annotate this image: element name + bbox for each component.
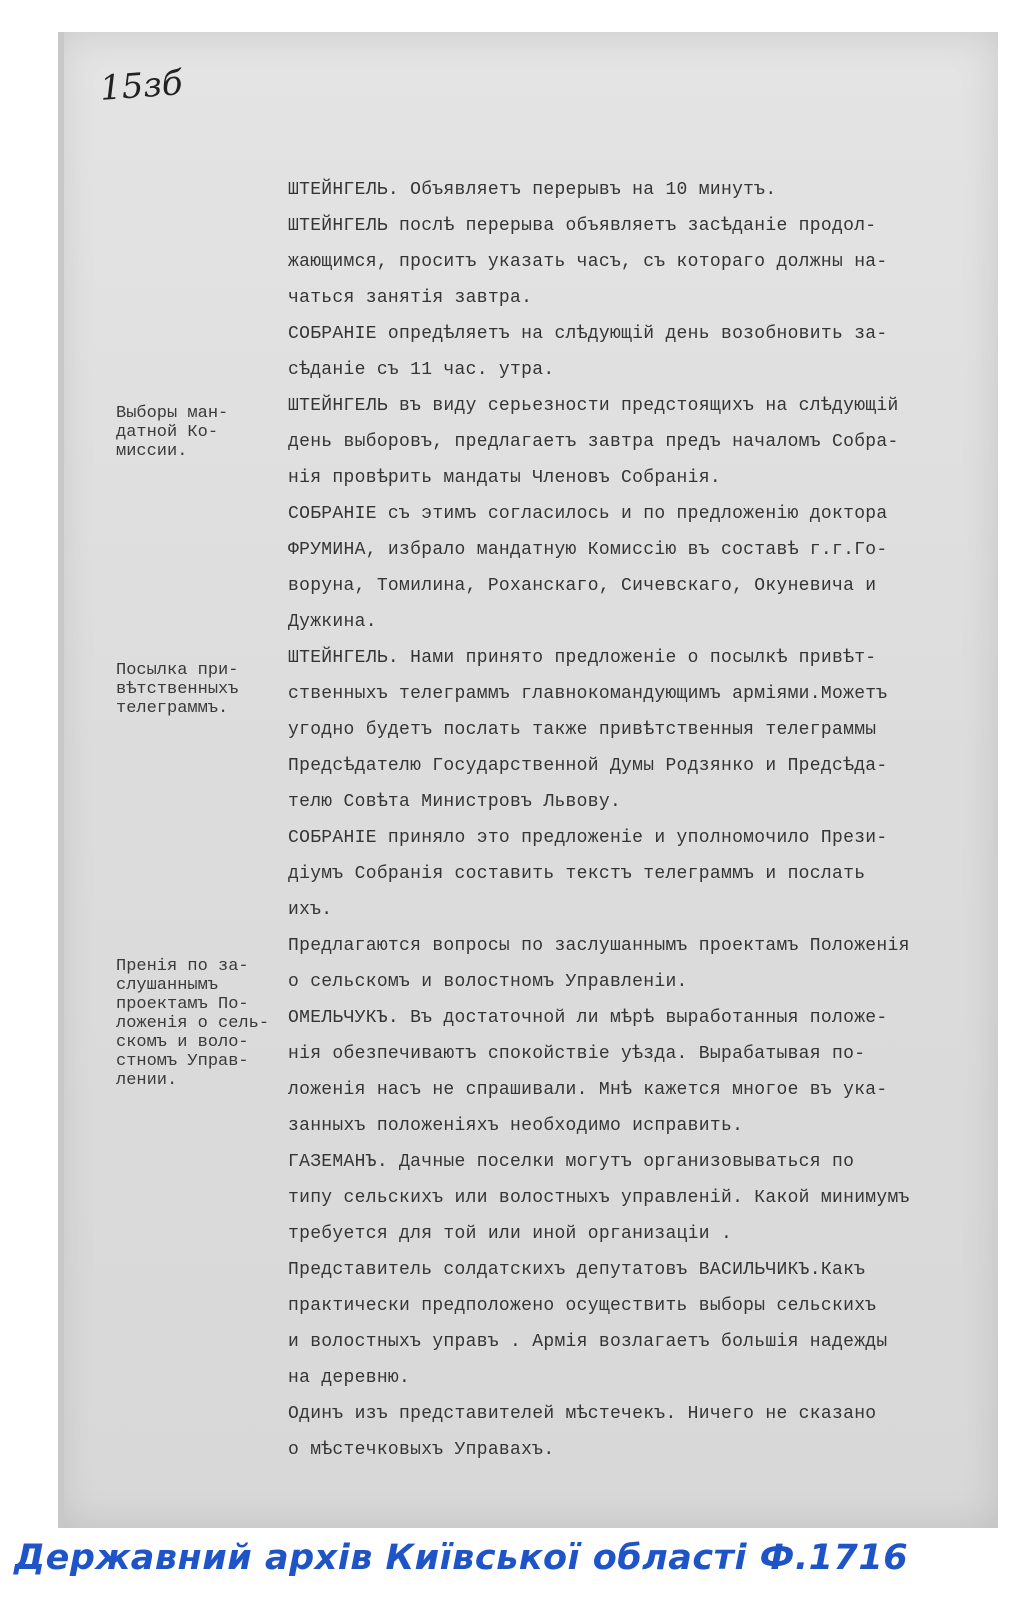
document-body — [288, 172, 988, 1468]
archive-caption: Державний архів Київської області Ф.1716 — [14, 1538, 909, 1578]
folio-number: 15зб — [98, 63, 184, 109]
paragraph: СОБРАНІЕ съ этимъ согласилось и по предложенію доктора ФРУМИНА, избрало мандатную Комиссію въ составѣ г.г.Го- воруна, Томилина, Роханскаго, Сичевскаго, Окуневича и Дужкина. — [288, 504, 888, 632]
page-edge — [58, 32, 64, 1528]
paragraph: ШТЕЙНГЕЛЬ въ виду серьезности предстоящихъ на слѣдующій день выборовъ, предлагаетъ завтра предъ началомъ Собра- нія провѣрить мандаты Членовъ Собранія. — [288, 396, 899, 488]
margin-note-mandate-commission: Выборы ман- датной Ко- миссии. — [116, 404, 229, 461]
paragraph: ШТЕЙНГЕЛЬ. Объявляетъ перерывъ на 10 минутъ. — [288, 180, 777, 200]
paragraph: ОМЕЛЬЧУКЪ. Въ достаточной ли мѣрѣ выработанныя положе- нія обезпечиваютъ спокойствіе уѣзда. Вырабатывая по- ложенія насъ не спрашивали. Мнѣ кажется многое въ ука- занныхъ положеніяхъ необходимо исправить. — [288, 1008, 888, 1136]
paragraph: Представитель солдатскихъ депутатовъ ВАСИЛЬЧИКЪ.Какъ практически предположено осуществить выборы сельскихъ и волостныхъ управъ . Армія возлагаетъ большія надежды на деревню. — [288, 1260, 888, 1388]
paragraph: ШТЕЙНГЕЛЬ. Нами принято предложеніе о посылкѣ привѣт- ственныхъ телеграммъ главнокомандующимъ арміями.Можетъ угодно будетъ послать также привѣтственныя телеграммы Предсѣдателю Государственной Думы Родзянко и Предсѣда- телю Совѣта Министровъ Львову. — [288, 648, 888, 812]
margin-note-debates: Пренія по за- слушаннымъ проектамъ По- ложенія о сель- скомъ и воло- стномъ Управ- лении. — [116, 957, 270, 1090]
paragraph: ШТЕЙНГЕЛЬ послѣ перерыва объявляетъ засѣданіе продол- жающимся, проситъ указать часъ, съ котораго должны на- чаться занятія завтра. — [288, 216, 888, 308]
paragraph: СОБРАНІЕ опредѣляетъ на слѣдующій день возобновить за- сѣданіе съ 11 час. утра. — [288, 324, 888, 380]
paragraph: Предлагаются вопросы по заслушаннымъ проектамъ Положенія о сельскомъ и волостномъ Управленіи. — [288, 936, 910, 992]
paragraph: Одинъ изъ представителей мѣстечекъ. Ничего не сказано о мѣстечковыхъ Управахъ. — [288, 1404, 877, 1460]
paragraph: СОБРАНІЕ приняло это предложеніе и уполномочило Прези- діумъ Собранія составить текстъ телеграммъ и послать ихъ. — [288, 828, 888, 920]
paragraph: ГАЗЕМАНЪ. Дачные поселки могутъ организовываться по типу сельскихъ или волостныхъ управленій. Какой минимумъ требуется для той или иной организаціи . — [288, 1152, 910, 1244]
margin-note-telegrams: Посылка при- вѣтственныхъ телеграммъ. — [116, 661, 239, 718]
